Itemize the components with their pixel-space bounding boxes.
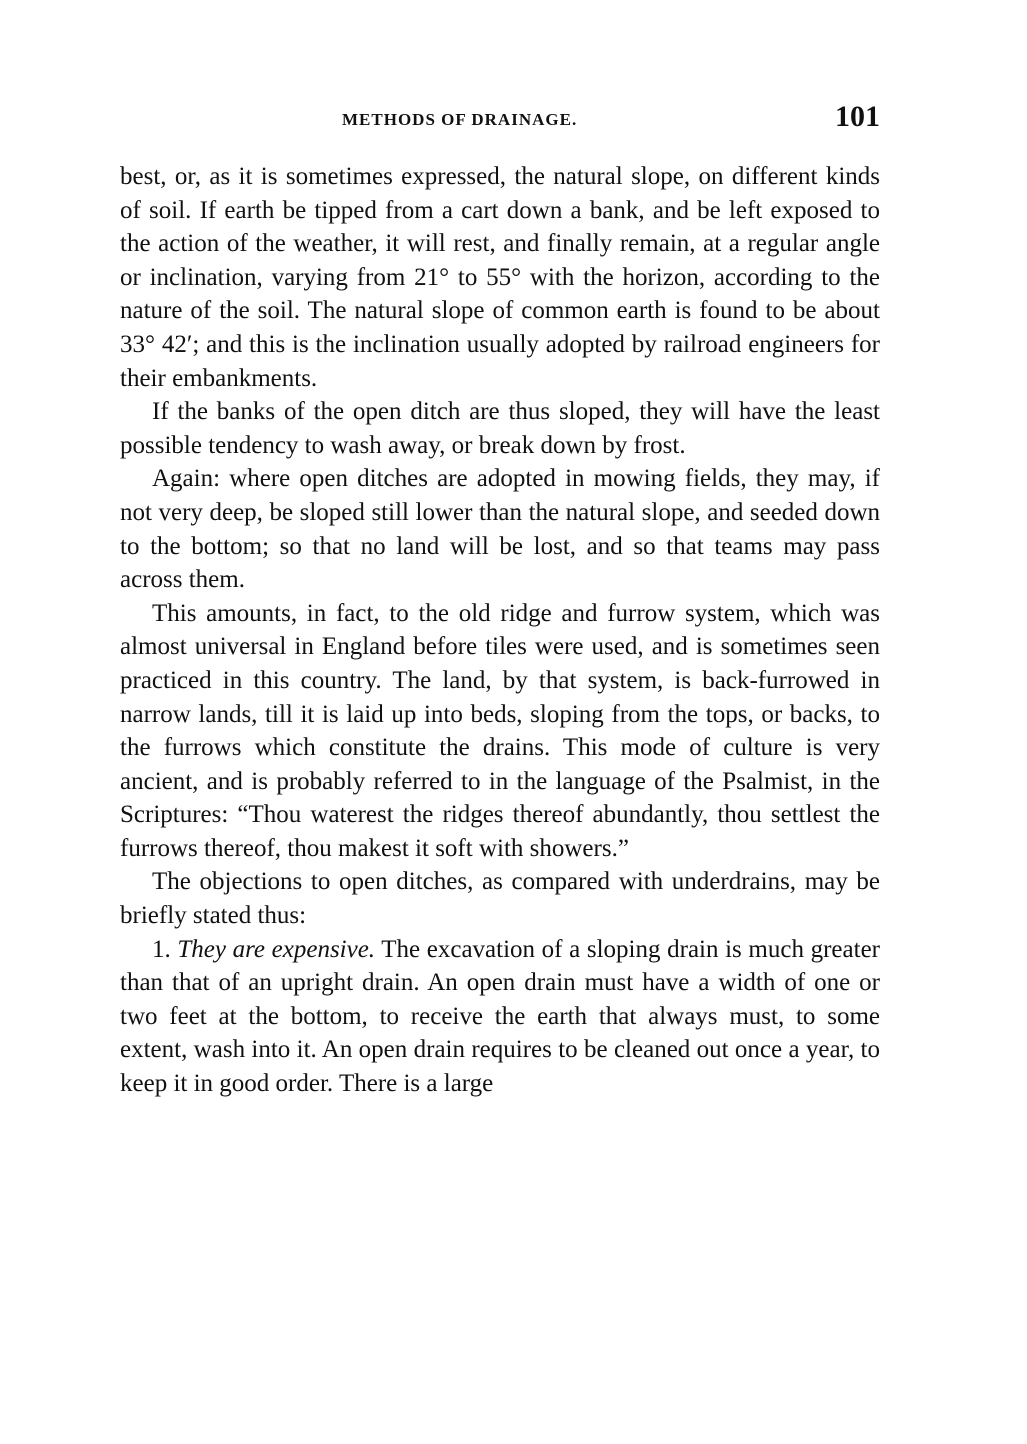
list-number: 1. [152, 935, 171, 963]
list-body: The excavation of a sloping drain is much greater than that of an upright drain. An open drain must have a width of one or two feet at the bottom, to receive the earth that always must, to some extent, wash into it. An open drain requires to be cleaned out once a year, to keep it in good order. There is a large [120, 935, 880, 1098]
list-heading-italic: They are expensive. [177, 935, 376, 963]
paragraph-expensive [120, 933, 880, 1101]
paragraph-ridge-and-furrow: This amounts, in fact, to the old ridge and furrow system, which was almost universal in England before tiles were used, and is sometimes seen practiced in this country. The land, by that system, is back-furrowed in narrow lands, till it is laid up into beds, sloping from the tops, or backs, to the furrows which constitute the drains. This mode of culture is very ancient, and is probably referred to in the language of the Psalmist, in the Scriptures: “Thou waterest the ridges thereof abundantly, thou settlest the furrows thereof, thou makest it soft with showers.” [120, 599, 880, 862]
page-number: 101 [835, 100, 880, 133]
page-header [120, 100, 880, 136]
paragraph-objections: The objections to open ditches, as compared with underdrains, may be briefly stated thus: [120, 868, 880, 930]
paragraph-banks-sloped: If the banks of the open ditch are thus sloped, they will have the least possible tendency to wash away, or break down by frost. [120, 398, 880, 459]
body-text [120, 160, 880, 1101]
paragraph-natural-slope: best, or, as it is sometimes expressed, the natural slope, on different kinds of soil. If earth be tipped from a cart down a bank, and be left exposed to the action of the weather, it will rest, and finally remain, at a regular angle or inclination, varying from 21° to 55° with the horizon, according to the nature of the soil. The natural slope of common earth is found to be about 33° 42′; and this is the inclination usually adopted by railroad engineers for their embankments. [120, 163, 880, 392]
paragraph-mowing-fields: Again: where open ditches are adopted in mowing fields, they may, if not very deep, be sloped still lower than the natural slope, and seeded down to the bottom; so that no land will be lost, and so that teams may pass across them. [120, 465, 880, 594]
running-head: METHODS OF DRAINAGE. [342, 110, 578, 129]
